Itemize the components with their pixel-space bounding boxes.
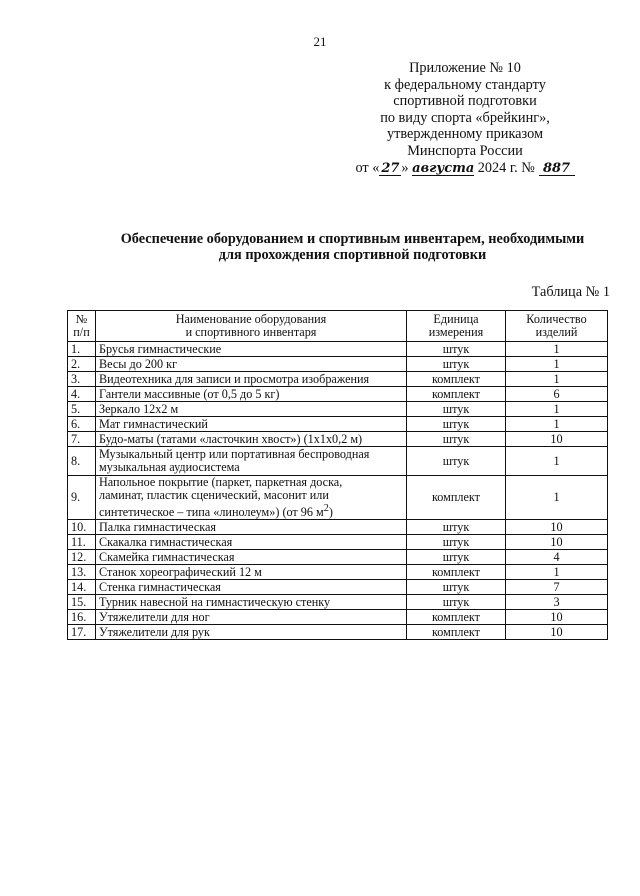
row-name: Брусья гимнастические bbox=[96, 342, 407, 357]
table-row bbox=[68, 550, 608, 565]
table-row bbox=[68, 535, 608, 550]
row-qty: 10 bbox=[506, 520, 608, 535]
row-num: 17. bbox=[68, 625, 96, 640]
row-qty: 3 bbox=[506, 595, 608, 610]
row-num: 9. bbox=[68, 476, 96, 520]
appendix-line: спортивной подготовки bbox=[393, 93, 537, 110]
table-row bbox=[68, 610, 608, 625]
row-unit: комплект bbox=[407, 476, 506, 520]
row-unit: штук bbox=[407, 342, 506, 357]
table-row bbox=[68, 417, 608, 432]
appendix-line: Приложение № 10 bbox=[409, 60, 521, 76]
table-row bbox=[68, 580, 608, 595]
year-text: 2024 г. № bbox=[477, 159, 535, 176]
row-num: 7. bbox=[68, 432, 96, 447]
table-row bbox=[68, 625, 608, 640]
row-qty: 1 bbox=[506, 565, 608, 580]
row-num: 8. bbox=[68, 447, 96, 476]
page-number: 21 bbox=[313, 34, 327, 49]
row-unit: штук bbox=[407, 432, 506, 447]
row-num: 12. bbox=[68, 550, 96, 565]
row-name: Гантели массивные (от 0,5 до 5 кг) bbox=[96, 387, 407, 402]
appendix-header bbox=[345, 60, 585, 176]
table-row bbox=[68, 372, 608, 387]
row-qty: 10 bbox=[506, 625, 608, 640]
row-unit: штук bbox=[407, 357, 506, 372]
row-qty: 1 bbox=[506, 402, 608, 417]
row-unit: штук bbox=[407, 535, 506, 550]
row-name: Напольное покрытие (паркет, паркетная доска, ламинат, пластик сценический, масонит или синтетическое – типа «линолеум») (от 96 $м^2$) bbox=[96, 476, 407, 520]
row-num: 4. bbox=[68, 387, 96, 402]
row-num: 3. bbox=[68, 372, 96, 387]
date-prefix: от « bbox=[355, 159, 380, 176]
superscript: 2 bbox=[323, 503, 329, 514]
row-name: Утяжелители для рук bbox=[96, 625, 407, 640]
handwritten-day: 27 bbox=[381, 160, 400, 176]
title-line: для прохождения спортивной подготовки bbox=[218, 247, 487, 263]
row-num: 11. bbox=[68, 535, 96, 550]
row-unit: штук bbox=[407, 402, 506, 417]
row-num: 6. bbox=[68, 417, 96, 432]
row-num: 14. bbox=[68, 580, 96, 595]
row-unit: штук bbox=[407, 520, 506, 535]
row-unit: штук bbox=[407, 550, 506, 565]
row-num: 10. bbox=[68, 520, 96, 535]
row-qty: 10 bbox=[506, 432, 608, 447]
table-row bbox=[68, 357, 608, 372]
row-name: Скакалка гимнастическая bbox=[96, 535, 407, 550]
appendix-line: по виду спорта «брейкинг», bbox=[380, 109, 550, 126]
row-unit: штук bbox=[407, 417, 506, 432]
order-date-line bbox=[345, 160, 585, 177]
header-unit: Единица измерения bbox=[407, 311, 506, 342]
row-name: Весы до 200 кг bbox=[96, 357, 407, 372]
document-title bbox=[60, 231, 640, 263]
row-unit: штук bbox=[407, 595, 506, 610]
row-qty: 10 bbox=[506, 610, 608, 625]
row-qty: 1 bbox=[506, 476, 608, 520]
row-num: 2. bbox=[68, 357, 96, 372]
row-qty: 1 bbox=[506, 342, 608, 357]
row-num: 5. bbox=[68, 402, 96, 417]
equipment-table bbox=[67, 310, 608, 640]
appendix-line: к федеральному стандарту bbox=[384, 76, 546, 93]
table-row bbox=[68, 342, 608, 357]
row-qty: 10 bbox=[506, 535, 608, 550]
row-unit: штук bbox=[407, 580, 506, 595]
table-row bbox=[68, 520, 608, 535]
row-num: 15. bbox=[68, 595, 96, 610]
table-row bbox=[68, 387, 608, 402]
row-name: Музыкальный центр или портативная беспроводная музыкальная аудиосистема bbox=[96, 447, 407, 476]
row-name: Зеркало 12х2 м bbox=[96, 402, 407, 417]
row-num: 16. bbox=[68, 610, 96, 625]
table-row bbox=[68, 595, 608, 610]
row-unit: комплект bbox=[407, 387, 506, 402]
row-unit: комплект bbox=[407, 610, 506, 625]
row-num: 1. bbox=[68, 342, 96, 357]
row-qty: 1 bbox=[506, 447, 608, 476]
row-unit: комплект bbox=[407, 625, 506, 640]
row-qty: 7 bbox=[506, 580, 608, 595]
table-header-row bbox=[68, 311, 608, 342]
header-qty: Количество изделий bbox=[506, 311, 608, 342]
row-name: Видеотехника для записи и просмотра изображения bbox=[96, 372, 407, 387]
table-row bbox=[68, 476, 608, 520]
row-name: Мат гимнастический bbox=[96, 417, 407, 432]
row-qty: 1 bbox=[506, 357, 608, 372]
header-num: № п/п bbox=[68, 311, 96, 342]
row-num: 13. bbox=[68, 565, 96, 580]
row-unit: комплект bbox=[407, 565, 506, 580]
row-name: Утяжелители для ног bbox=[96, 610, 407, 625]
table-row bbox=[68, 447, 608, 476]
appendix-line: утвержденному приказом bbox=[386, 126, 544, 143]
handwritten-order-number: 887 bbox=[539, 163, 575, 176]
row-unit: комплект bbox=[407, 372, 506, 387]
row-qty: 1 bbox=[506, 417, 608, 432]
table-row bbox=[68, 402, 608, 417]
row-name: Скамейка гимнастическая bbox=[96, 550, 407, 565]
row-name: Станок хореографический 12 м bbox=[96, 565, 407, 580]
row-qty: 6 bbox=[506, 387, 608, 402]
day-suffix: » bbox=[401, 159, 409, 176]
appendix-line: Минспорта России bbox=[407, 142, 523, 159]
row-unit: штук bbox=[407, 447, 506, 476]
table-caption: Таблица № 1 bbox=[531, 284, 610, 300]
table-row bbox=[68, 565, 608, 580]
header-name: Наименование оборудования и спортивного инвентаря bbox=[96, 311, 407, 342]
row-name: Стенка гимнастическая bbox=[96, 580, 407, 595]
table-row bbox=[68, 432, 608, 447]
row-name: Будо-маты (татами «ласточкин хвост») (1х1х0,2 м) bbox=[96, 432, 407, 447]
row-qty: 1 bbox=[506, 372, 608, 387]
title-line: Обеспечение оборудованием и спортивным инвентарем, необходимыми bbox=[120, 231, 585, 247]
handwritten-month: августа bbox=[412, 160, 475, 176]
row-name: Палка гимнастическая bbox=[96, 520, 407, 535]
row-name: Турник навесной на гимнастическую стенку bbox=[96, 595, 407, 610]
row-qty: 4 bbox=[506, 550, 608, 565]
